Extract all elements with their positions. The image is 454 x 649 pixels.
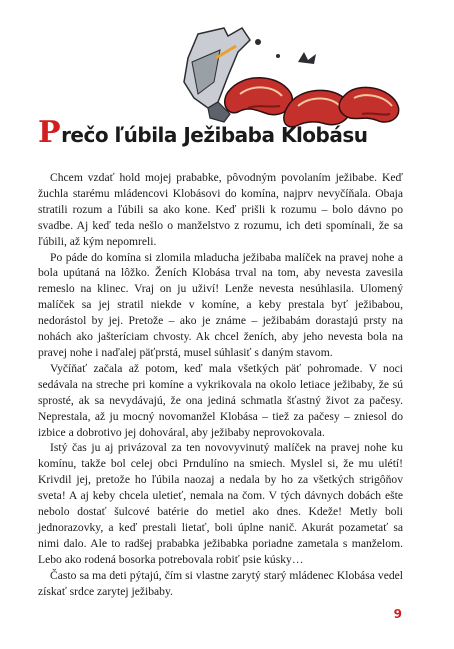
paragraph: Často sa ma deti pýtajú, čím si vlastne zarytý starý mládenec Klobása vedel získať srdce zarytej ježibaby. [38, 568, 403, 598]
paragraph: Istý čas ju aj privázoval za ten novovyvinutý malíček na pravej nohe ku komínu, takže bol celej obci Prndulíno na smiech. Myslel si, že mu ulétí! Krivdil jej, pretože ho ľúbila naozaj a nedala by ho za všetkých strigôňov sveta! A aj keby chcela uletieť, nemala na čom. V tých dávnych dobách ešte nebolo dostať šulcové batérie do metiel ako dnes. Kdeže! Metly boli jednorazovky, a keď prestali lietať, boli úplne nanič. Akurát pozametať sa nimi dalo. Ale to radšej prababka ježibabka poriadne zametala s manželom. Lebo ako rodená bosorka potrebovala robiť psie kúsky… [38, 441, 403, 566]
paragraph: Chcem vzdať hold mojej prababke, pôvodným povolaním ježibabe. Keď žuchla starému mládencovi Klobásovi do komína, najprv nevyčíňala. Obaja stratili rozum a ľúbili sa ako kone. Keď prišli k rozumu – bolo dávno po svadbe. Aj keď teda nešlo o manželstvo z rozumu, ich deti spomínali, že sa ľúbili, až kým nepomreli. [38, 171, 403, 248]
chapter-title [38, 115, 428, 150]
body-text [38, 170, 403, 599]
sausage-icon [225, 78, 293, 115]
title-initial: P [38, 115, 61, 150]
page-number: 9 [393, 607, 402, 621]
paragraph: Vyčíňať začala až potom, keď mala všetkých päť pohromade. V noci sedávala na streche pri komíne a vykrikovala na okolo letiace ježibaby, že sú sprosté, ak sa nevydávajú, že ona jediná schmatla šťastný život za pačesy. Neprestala, až ju mocný novomanžel Klobása – tiež za pačesy – zniesol do izbice a dobrotivo jej dohováral, aby ježibaby neprovokovala. [38, 361, 403, 439]
title-text: rečo ľúbila Ježibaba Klobásu [61, 123, 368, 147]
paragraph: Po páde do komína si zlomila mladucha ježibaba malíček na pravej nohe a bola upútaná na lôžko. Ženích Klobása trval na tom, aby nevesta zavesila remeslo na klinec. Vraj on ju uživí! Lenže nevesta nesúhlasila. Ulomený malíček sa jej stratil niekde v komíne, a keby prestala byť ježibabou, nedorástol by jej. Pretože – ako je známe – ježibabám dorastajú prsty na nohách ako jašteríciam chvosty. Ak chcel ženích, aby jeho nevesta bola na pravej nohe i naďalej päťprstá, musel súhlasiť s daným stavom. [38, 250, 403, 359]
sausage-icon [339, 87, 398, 122]
